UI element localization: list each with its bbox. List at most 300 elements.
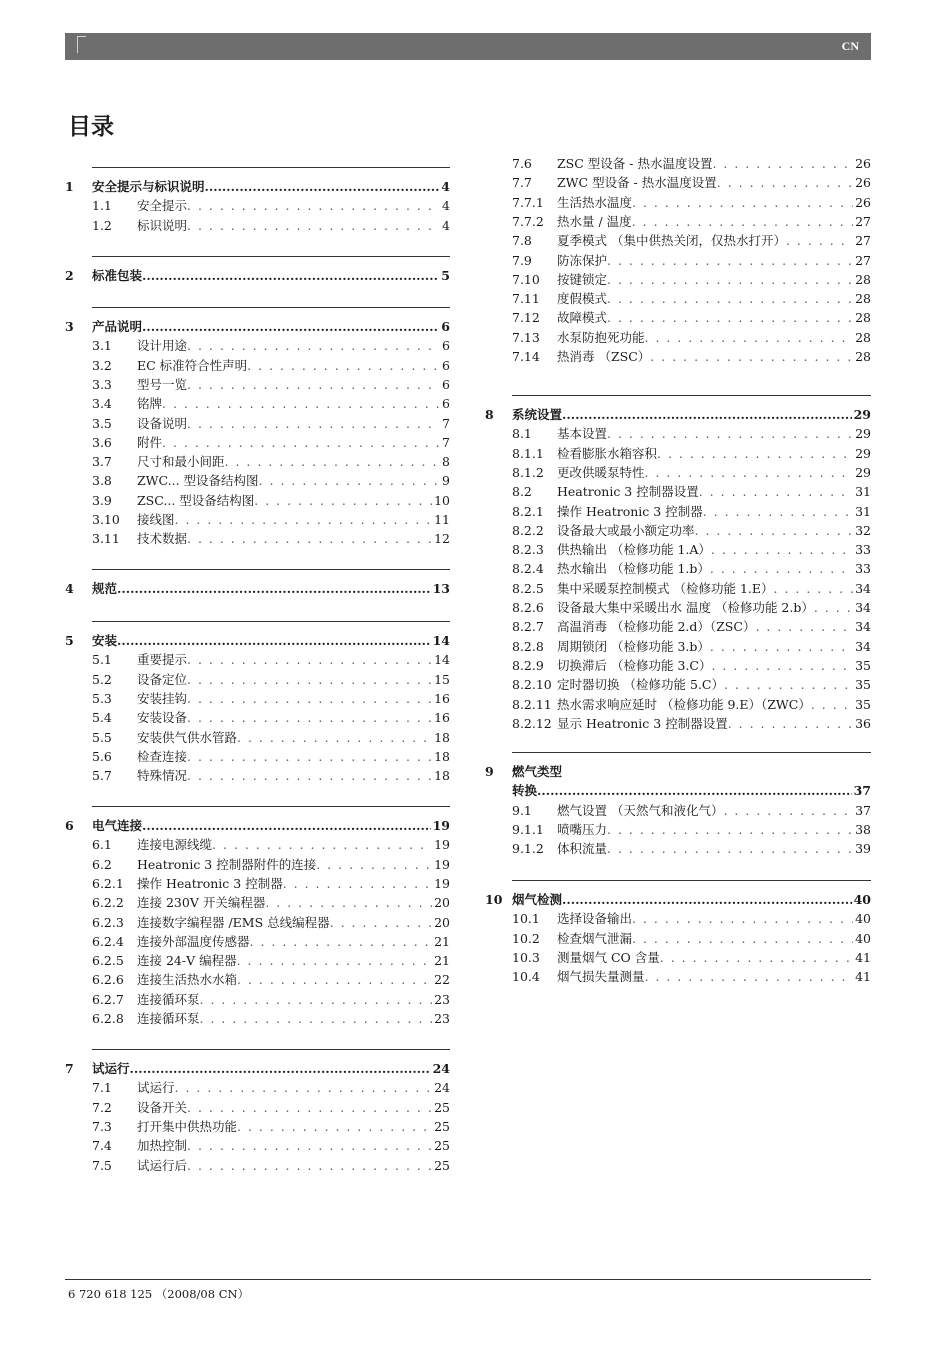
toc-entry[interactable] xyxy=(65,631,450,650)
toc-entry-page: 25 xyxy=(434,1157,450,1173)
toc-entry-page: 28 xyxy=(855,310,871,326)
toc-entry-title: 周期锁闭 （检修功能 3.b） xyxy=(557,638,710,654)
toc-entry[interactable] xyxy=(65,196,450,215)
dot-leader xyxy=(607,424,853,443)
dot-leader xyxy=(607,289,853,308)
toc-entry-page: 6 xyxy=(442,357,450,373)
toc-entry-page: 20 xyxy=(434,895,450,911)
toc-entry[interactable] xyxy=(65,510,450,529)
toc-entry-title: 试运行 xyxy=(137,1080,175,1096)
dot-leader xyxy=(710,559,853,578)
toc-entry-title: 集中采暖泵控制模式 （检修功能 1.E） xyxy=(557,580,774,596)
toc-entry-number: 6.2.5 xyxy=(92,953,124,969)
toc-entry-page: 19 xyxy=(432,818,450,833)
dot-leader xyxy=(175,1078,433,1097)
toc-entry-title: 转换 xyxy=(512,783,538,799)
dot-leader xyxy=(187,747,432,766)
toc-entry[interactable] xyxy=(65,670,450,689)
toc-entry-title: 检查连接 xyxy=(137,748,188,764)
toc-entry-title: 检看膨胀水箱容积 xyxy=(557,445,658,461)
toc-entry-title: 燃气类型 xyxy=(512,764,563,779)
toc-entry[interactable] xyxy=(65,394,450,413)
toc-entry-number: 3.2 xyxy=(92,357,112,373)
toc-entry-page: 31 xyxy=(855,484,871,500)
toc-entry-title: ZWC 型设备 - 热水温度设置 xyxy=(557,175,717,191)
toc-entry-number: 9 xyxy=(485,764,494,779)
toc-entry[interactable] xyxy=(65,708,450,727)
toc-entry[interactable] xyxy=(485,762,871,781)
toc-entry-page: 36 xyxy=(855,715,871,731)
toc-entry[interactable] xyxy=(65,835,450,854)
toc-entry-page: 33 xyxy=(855,542,871,558)
toc-entry-title: 烟气检测 xyxy=(512,892,563,907)
toc-entry-number: 3.4 xyxy=(92,396,112,412)
toc-entry[interactable] xyxy=(485,212,871,231)
toc-entry-page: 28 xyxy=(855,271,871,287)
toc-entry[interactable] xyxy=(485,948,871,967)
toc-entry-title: 设备最大或最小额定功率 xyxy=(557,522,695,538)
dot-leader xyxy=(117,631,431,650)
toc-entry[interactable] xyxy=(65,1136,450,1155)
toc-entry-page: 19 xyxy=(434,837,450,853)
toc-entry-number: 7.13 xyxy=(512,329,540,345)
dot-leader xyxy=(657,444,853,463)
toc-entry-number: 7.6 xyxy=(512,156,532,171)
toc-entry-number: 7.3 xyxy=(92,1118,112,1134)
toc-entry-title: 连接 230V 开关编程器 xyxy=(137,895,266,911)
toc-entry[interactable] xyxy=(485,231,871,250)
dot-leader xyxy=(814,598,853,617)
dot-leader xyxy=(237,951,432,970)
toc-entry-title: 加热控制 xyxy=(137,1138,188,1154)
dot-leader xyxy=(562,890,852,909)
toc-entry-title: 安装供气供水管路 xyxy=(137,729,238,745)
toc-entry-page: 7 xyxy=(442,434,450,450)
toc-entry[interactable] xyxy=(485,173,871,192)
toc-entry[interactable] xyxy=(65,1078,450,1097)
toc-entry[interactable] xyxy=(65,1156,450,1175)
toc-entry-page: 10 xyxy=(434,492,450,508)
toc-entry-number: 7.8 xyxy=(512,233,532,249)
toc-entry[interactable] xyxy=(485,967,871,986)
toc-entry[interactable] xyxy=(485,502,871,521)
toc-entry-number: 10.1 xyxy=(512,911,540,927)
toc-entry-number: 7.7 xyxy=(512,175,532,191)
toc-entry-number: 8.2.5 xyxy=(512,580,544,596)
toc-entry-number: 6.2 xyxy=(92,856,112,872)
toc-entry-page: 27 xyxy=(855,252,871,268)
toc-entry[interactable] xyxy=(485,890,871,909)
dot-leader xyxy=(187,196,440,215)
dot-leader xyxy=(187,336,440,355)
dot-leader xyxy=(717,173,853,192)
toc-entry-page: 24 xyxy=(432,1061,450,1076)
toc-entry[interactable] xyxy=(65,816,450,835)
toc-entry[interactable] xyxy=(65,747,450,766)
toc-entry[interactable] xyxy=(65,452,450,471)
dot-leader xyxy=(728,714,853,733)
toc-entry[interactable] xyxy=(65,433,450,452)
dot-leader xyxy=(283,874,432,893)
toc-entry-number: 6.2.7 xyxy=(92,991,124,1007)
toc-entry-number: 6.2.3 xyxy=(92,914,124,930)
toc-entry-page: 19 xyxy=(434,875,450,891)
dot-leader xyxy=(142,317,439,336)
toc-entry-page: 5 xyxy=(441,268,450,283)
toc-entry-title: 安装设备 xyxy=(137,710,188,726)
toc-entry-title: 夏季模式 （集中供热关闭，仅热水打开） xyxy=(557,233,786,249)
dot-leader xyxy=(187,766,432,785)
toc-entry[interactable] xyxy=(65,375,450,394)
toc-entry[interactable] xyxy=(485,617,871,636)
toc-entry-number: 7.11 xyxy=(512,291,540,307)
toc-entry[interactable] xyxy=(65,177,450,196)
toc-entry[interactable] xyxy=(485,193,871,212)
toc-entry-title: Heatronic 3 控制器附件的连接 xyxy=(137,856,317,872)
dot-leader xyxy=(187,708,432,727)
dot-leader xyxy=(562,405,852,424)
toc-entry[interactable] xyxy=(65,766,450,785)
toc-entry-title: 电气连接 xyxy=(92,818,143,833)
toc-entry[interactable] xyxy=(65,579,450,598)
toc-entry-title: Heatronic 3 控制器设置 xyxy=(557,484,699,500)
toc-entry-number: 9.1.1 xyxy=(512,821,544,837)
dot-leader xyxy=(316,855,432,874)
toc-entry-number: 5.2 xyxy=(92,671,112,687)
toc-entry-page: 25 xyxy=(434,1099,450,1115)
toc-entry[interactable] xyxy=(485,308,871,327)
dot-leader xyxy=(212,835,432,854)
toc-entry-title: 防冻保护 xyxy=(557,252,608,268)
toc-entry[interactable] xyxy=(485,839,871,858)
toc-entry-number: 8.2.7 xyxy=(512,619,544,635)
toc-entry[interactable] xyxy=(485,289,871,308)
dot-leader xyxy=(175,510,433,529)
toc-entry-number: 9.1 xyxy=(512,802,532,818)
toc-entry-page: 14 xyxy=(434,652,450,668)
toc-entry-number: 8.1 xyxy=(512,426,532,442)
toc-entry-page: 40 xyxy=(853,892,871,907)
toc-entry-title: 供热输出 （检修功能 1.A） xyxy=(557,542,711,558)
toc-entry-number: 3.5 xyxy=(92,415,112,431)
toc-entry-title: 热消毒 （ZSC） xyxy=(557,349,651,364)
toc-entry-number: 7 xyxy=(65,1061,74,1076)
toc-entry-page: 29 xyxy=(855,464,871,480)
toc-entry-title: 生活热水温度 xyxy=(557,194,633,210)
dot-leader xyxy=(200,1009,433,1028)
toc-entry[interactable] xyxy=(485,820,871,839)
toc-entry-page: 6 xyxy=(441,319,450,334)
toc-entry-number: 10 xyxy=(485,892,503,907)
toc-entry-title: 尺寸和最小间距 xyxy=(137,454,225,470)
toc-entry-page: 24 xyxy=(434,1080,450,1096)
toc-entry-title: 铭牌 xyxy=(137,396,163,412)
toc-entry-number: 3.6 xyxy=(92,434,112,450)
toc-entry-title: 型号一览 xyxy=(137,376,188,392)
dot-leader xyxy=(187,1098,432,1117)
dot-leader xyxy=(187,670,432,689)
toc-entry-page: 37 xyxy=(853,783,871,799)
toc-entry[interactable] xyxy=(485,929,871,948)
toc-entry-title: ZSC... 型设备结构图 xyxy=(137,492,255,508)
toc-entry[interactable] xyxy=(65,855,450,874)
toc-entry-title: EC 标准符合性声明 xyxy=(137,357,248,373)
toc-entry[interactable] xyxy=(485,347,871,366)
toc-entry[interactable] xyxy=(485,405,871,424)
toc-entry-page: 40 xyxy=(855,911,871,927)
toc-entry-title: 连接数字编程器 /EMS 总线编程器 xyxy=(137,914,330,930)
toc-entry-page: 38 xyxy=(855,821,871,837)
toc-entry-number: 8.2 xyxy=(512,484,532,500)
toc-entry[interactable] xyxy=(65,689,450,708)
toc-entry[interactable] xyxy=(65,336,450,355)
toc-entry-page: 29 xyxy=(853,407,871,422)
toc-entry-number: 6.1 xyxy=(92,837,112,853)
toc-entry-page: 31 xyxy=(855,503,871,519)
toc-entry-title: 试运行后 xyxy=(137,1157,188,1173)
toc-entry[interactable] xyxy=(485,270,871,289)
toc-entry-title: 设备定位 xyxy=(137,671,188,687)
toc-entry-number: 3.3 xyxy=(92,376,112,392)
toc-entry-number: 5.4 xyxy=(92,710,112,726)
footer-divider xyxy=(65,1279,871,1280)
toc-entry[interactable] xyxy=(65,951,450,970)
dot-leader xyxy=(187,1156,432,1175)
toc-entry-number: 8 xyxy=(485,407,494,422)
toc-entry[interactable] xyxy=(65,650,450,669)
toc-entry-number: 3.7 xyxy=(92,454,112,470)
dot-leader xyxy=(695,521,854,540)
toc-entry[interactable] xyxy=(65,990,450,1009)
toc-entry[interactable] xyxy=(65,216,450,235)
dot-leader xyxy=(187,375,440,394)
toc-entry-number: 7.14 xyxy=(512,349,540,364)
toc-entry-title: 选择设备输出 xyxy=(557,911,633,927)
toc-entry-page: 41 xyxy=(855,949,871,965)
toc-entry-title: 打开集中供热功能 xyxy=(137,1118,238,1134)
toc-entry-number: 3.8 xyxy=(92,473,112,489)
toc-entry-number: 8.2.6 xyxy=(512,600,544,615)
toc-entry-title: 连接外部温度传感器 xyxy=(137,933,250,949)
dot-leader xyxy=(250,932,433,951)
toc-entry[interactable] xyxy=(485,695,871,714)
toc-entry[interactable] xyxy=(65,893,450,912)
toc-entry[interactable] xyxy=(65,356,450,375)
toc-entry[interactable] xyxy=(65,1117,450,1136)
toc-entry-number: 6 xyxy=(65,818,74,833)
toc-entry-page: 34 xyxy=(855,580,871,596)
dot-leader xyxy=(537,781,852,800)
toc-entry-page: 29 xyxy=(855,445,871,461)
dot-leader xyxy=(142,816,431,835)
toc-entry[interactable] xyxy=(65,414,450,433)
toc-entry-title: 安全提示与标识说明 xyxy=(92,179,205,194)
toc-entry-number: 3.10 xyxy=(92,512,120,527)
toc-entry-title: 附件 xyxy=(137,434,163,450)
toc-entry-page: 6 xyxy=(442,338,450,354)
toc-entry-title: 标识说明 xyxy=(137,217,188,233)
toc-entry-number: 5.5 xyxy=(92,729,112,745)
dot-leader xyxy=(632,212,853,231)
dot-leader xyxy=(645,967,854,986)
toc-entry-page: 4 xyxy=(442,198,450,214)
dot-leader xyxy=(724,675,853,694)
toc-entry-page: 12 xyxy=(434,531,450,547)
toc-entry-number: 1.2 xyxy=(92,217,112,233)
toc-entry-title: 标准包装 xyxy=(92,268,143,283)
dot-leader xyxy=(607,839,853,858)
toc-entry-title: 操作 Heatronic 3 控制器 xyxy=(557,503,703,519)
toc-entry[interactable] xyxy=(485,801,871,820)
toc-entry[interactable] xyxy=(485,463,871,482)
toc-entry[interactable] xyxy=(485,521,871,540)
toc-entry-number: 3.1 xyxy=(92,338,112,354)
toc-entry-page: 22 xyxy=(434,972,450,988)
toc-entry[interactable] xyxy=(485,540,871,559)
toc-entry-title: 检查烟气泄漏 xyxy=(557,930,633,946)
toc-entry-page: 13 xyxy=(432,581,450,596)
toc-entry[interactable] xyxy=(485,482,871,501)
toc-entry-number: 2 xyxy=(65,268,74,283)
toc-entry-page: 25 xyxy=(434,1118,450,1134)
toc-entry-title: 按键锁定 xyxy=(557,271,608,287)
toc-entry-page: 27 xyxy=(855,213,871,229)
toc-entry-number: 5 xyxy=(65,633,74,648)
toc-entry-number: 3.9 xyxy=(92,492,112,508)
dot-leader xyxy=(225,452,441,471)
toc-entry-title: ZSC 型设备 - 热水温度设置 xyxy=(557,156,713,171)
dot-leader xyxy=(254,491,432,510)
toc-entry-number: 9.1.2 xyxy=(512,841,544,857)
toc-entry-number: 8.2.2 xyxy=(512,522,544,538)
dot-leader xyxy=(162,394,440,413)
toc-entry[interactable] xyxy=(485,781,871,800)
dot-leader xyxy=(142,266,439,285)
toc-entry-title: 试运行 xyxy=(92,1061,130,1076)
toc-entry-page: 28 xyxy=(855,349,871,364)
dot-leader xyxy=(712,154,853,173)
dot-leader xyxy=(200,990,433,1009)
language-code: CN xyxy=(841,39,859,53)
toc-entry-page: 19 xyxy=(434,856,450,872)
toc-entry-number: 8.1.2 xyxy=(512,464,544,480)
toc-entry[interactable] xyxy=(485,637,871,656)
toc-entry[interactable] xyxy=(65,491,450,510)
toc-entry-title: 热水输出 （检修功能 1.b） xyxy=(557,561,710,577)
toc-entry-number: 5.1 xyxy=(92,652,112,668)
toc-entry-number: 8.2.11 xyxy=(512,696,552,712)
toc-entry[interactable] xyxy=(65,471,450,490)
toc-entry[interactable] xyxy=(485,714,871,733)
dot-leader xyxy=(710,637,853,656)
toc-entry[interactable] xyxy=(485,251,871,270)
dot-leader xyxy=(205,177,440,196)
toc-entry[interactable] xyxy=(485,598,871,617)
dot-leader xyxy=(130,1059,431,1078)
toc-entry[interactable] xyxy=(485,328,871,347)
toc-entry[interactable] xyxy=(65,1059,450,1078)
toc-entry-page: 16 xyxy=(434,710,450,726)
section-divider xyxy=(92,569,450,570)
toc-entry[interactable] xyxy=(65,529,450,548)
toc-entry-page: 16 xyxy=(434,690,450,706)
toc-entry[interactable] xyxy=(65,266,450,285)
toc-entry[interactable] xyxy=(65,317,450,336)
section-divider xyxy=(92,621,450,622)
dot-leader xyxy=(650,347,853,366)
toc-entry-title: 显示 Heatronic 3 控制器设置 xyxy=(557,715,728,731)
toc-entry-title: 设计用途 xyxy=(137,338,188,354)
toc-entry-title: 更改供暖泵特性 xyxy=(557,464,645,480)
dot-leader xyxy=(699,482,853,501)
toc-entry[interactable] xyxy=(485,424,871,443)
dot-leader xyxy=(660,948,853,967)
toc-entry[interactable] xyxy=(65,1009,450,1028)
dot-leader xyxy=(645,463,854,482)
toc-entry-page: 25 xyxy=(434,1138,450,1154)
toc-entry-page: 40 xyxy=(855,930,871,946)
footer-doc-number: 6 720 618 125 （2008/08 CN） xyxy=(68,1287,250,1301)
toc-entry-title: ZWC... 型设备结构图 xyxy=(137,473,259,489)
toc-entry-number: 6.2.6 xyxy=(92,972,124,988)
toc-entry[interactable] xyxy=(65,913,450,932)
toc-entry-title: 安装挂钩 xyxy=(137,690,188,706)
toc-entry-number: 1.1 xyxy=(92,198,112,214)
toc-entry-number: 6.2.8 xyxy=(92,1011,124,1026)
toc-entry-number: 7.7.2 xyxy=(512,213,544,229)
dot-leader xyxy=(162,433,440,452)
toc-entry-page: 20 xyxy=(434,914,450,930)
toc-entry[interactable] xyxy=(485,444,871,463)
toc-entry-page: 35 xyxy=(855,696,871,712)
toc-entry-page: 39 xyxy=(855,841,871,857)
toc-entry-page: 9 xyxy=(442,473,450,489)
toc-entry-page: 6 xyxy=(442,376,450,392)
toc-entry-title: 烟气损失量测量 xyxy=(557,969,645,985)
toc-entry[interactable] xyxy=(485,909,871,928)
toc-entry-number: 7.7.1 xyxy=(512,194,544,210)
toc-entry[interactable] xyxy=(485,579,871,598)
toc-entry-page: 8 xyxy=(442,454,450,470)
toc-entry-number: 8.2.8 xyxy=(512,638,544,654)
dot-leader xyxy=(645,328,854,347)
dot-leader xyxy=(774,579,854,598)
toc-entry-page: 18 xyxy=(434,768,450,784)
toc-entry[interactable] xyxy=(65,728,450,747)
toc-entry[interactable] xyxy=(485,154,871,173)
toc-entry[interactable] xyxy=(485,675,871,694)
toc-entry-title: 定时器切换 （检修功能 5.C） xyxy=(557,677,724,693)
dot-leader xyxy=(187,414,440,433)
toc-entry-number: 8.2.9 xyxy=(512,657,544,673)
toc-entry-page: 7 xyxy=(442,415,450,431)
dot-leader xyxy=(265,893,432,912)
toc-entry-page: 23 xyxy=(434,1011,450,1026)
toc-entry[interactable] xyxy=(65,932,450,951)
toc-entry[interactable] xyxy=(485,559,871,578)
toc-entry-page: 26 xyxy=(855,175,871,191)
toc-entry-title: 体积流量 xyxy=(557,841,608,857)
toc-entry[interactable] xyxy=(485,656,871,675)
toc-entry-page: 35 xyxy=(855,677,871,693)
toc-entry[interactable] xyxy=(65,874,450,893)
toc-entry-number: 7.10 xyxy=(512,271,540,287)
toc-entry[interactable] xyxy=(65,970,450,989)
toc-entry[interactable] xyxy=(65,1098,450,1117)
dot-leader xyxy=(330,913,432,932)
dot-leader xyxy=(711,656,853,675)
toc-entry-number: 3.11 xyxy=(92,531,120,547)
